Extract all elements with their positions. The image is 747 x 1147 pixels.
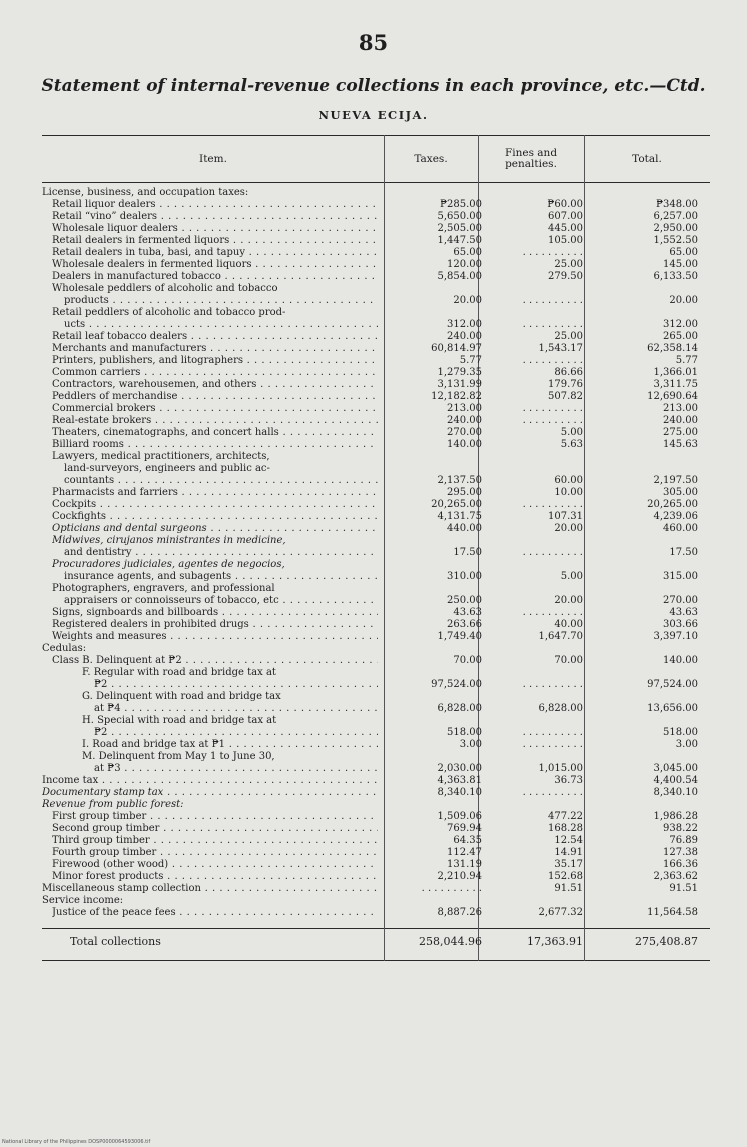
row-total: 518.00 (663, 727, 698, 738)
row-taxes: 131.19 (447, 859, 482, 870)
row-item: Opticians and dental surgeons . . . (52, 523, 378, 535)
table-row (42, 871, 710, 883)
row-item: Billiard rooms . . . (52, 439, 378, 451)
table-row (42, 319, 710, 331)
row-taxes: 65.00 (453, 247, 482, 258)
row-item: F. Regular with road and bridge tax at (82, 667, 276, 678)
row-total: 6,133.50 (653, 271, 698, 282)
table-row (42, 799, 710, 811)
row-taxes: 5,650.00 (437, 211, 482, 222)
row-fines: 12.54 (554, 835, 583, 846)
row-fines (497, 415, 583, 427)
row-total: 1,986.28 (653, 811, 698, 822)
row-fines: 1,647.70 (538, 631, 583, 642)
row-item: Retail dealers in tuba, basi, and tapuy . . . (52, 247, 378, 259)
row-taxes: 5,854.00 (437, 271, 482, 282)
row-item: Commercial brokers . . . (52, 403, 378, 415)
row-fines: 40.00 (554, 619, 583, 630)
row-item: Revenue from public forest: (42, 799, 184, 810)
table-row (42, 271, 710, 283)
row-fines: 60.00 (554, 475, 583, 486)
row-item: Retail leaf tobacco dealers . . . (52, 331, 378, 343)
row-item: Cockfights . . . (52, 511, 378, 523)
row-item: Photographers, engravers, and professional (52, 583, 275, 594)
row-fines: 179.76 (548, 379, 583, 390)
row-taxes: 213.00 (447, 403, 482, 414)
row-item: products . . . (64, 295, 378, 307)
table-row (42, 379, 710, 391)
table-row (42, 607, 710, 619)
table-row (42, 811, 710, 823)
row-total: 17.50 (669, 547, 698, 558)
row-total: ₱348.00 (655, 199, 698, 210)
row-fines: 20.00 (554, 523, 583, 534)
row-item: at ₱4 . . . (94, 703, 378, 715)
row-fines: 279.50 (548, 271, 583, 282)
row-taxes: 120.00 (447, 259, 482, 270)
row-total: 3,311.75 (653, 379, 698, 390)
table-row (42, 655, 710, 667)
row-item: H. Special with road and bridge tax at (82, 715, 277, 726)
row-total: 3,045.00 (653, 763, 698, 774)
table-row (42, 343, 710, 355)
row-fines: 107.31 (548, 511, 583, 522)
row-total: 315.00 (663, 571, 698, 582)
row-item: Firewood (other wood) . . . (52, 859, 378, 871)
row-taxes: 1,509.06 (437, 811, 482, 822)
row-total: 91.51 (669, 883, 698, 894)
row-taxes: 4,131.75 (437, 511, 482, 522)
row-taxes: 60,814.97 (431, 343, 482, 354)
row-total: 97,524.00 (647, 679, 698, 690)
row-taxes: 8,340.10 (437, 787, 482, 798)
table-row (42, 523, 710, 535)
row-item: insurance agents, and subagents . . . (64, 571, 378, 583)
row-item: Contractors, warehousemen, and others . . . (52, 379, 378, 391)
row-item: Lawyers, medical practitioners, architects, (52, 451, 270, 462)
row-item: Wholesale liquor dealers . . . (52, 223, 378, 235)
row-fines: 6,828.00 (538, 703, 583, 714)
row-fines (497, 355, 583, 367)
row-taxes: 312.00 (447, 319, 482, 330)
row-fines (497, 499, 583, 511)
row-fines: 25.00 (554, 331, 583, 342)
row-fines (497, 547, 583, 559)
table-row (42, 415, 710, 427)
row-item: ₱2 . . . (94, 679, 378, 691)
row-total: 145.63 (663, 439, 698, 450)
table-row (42, 199, 710, 211)
row-item: Pharmacists and farriers . . . (52, 487, 378, 499)
table-row (42, 367, 710, 379)
row-taxes: 263.66 (447, 619, 482, 630)
row-total: 240.00 (663, 415, 698, 426)
table-row (42, 559, 710, 571)
row-item: Dealers in manufactured tobacco . . . (52, 271, 378, 283)
row-total: 140.00 (663, 655, 698, 666)
row-fines: 5.63 (560, 439, 583, 450)
row-taxes: 2,210.94 (437, 871, 482, 882)
row-item: Retail liquor dealers . . . (52, 199, 378, 211)
row-taxes: 1,749.40 (437, 631, 482, 642)
row-fines: 477.22 (548, 811, 583, 822)
row-total: 20,265.00 (647, 499, 698, 510)
table-row (42, 787, 710, 799)
row-taxes (400, 883, 482, 895)
row-taxes: 20.00 (453, 295, 482, 306)
row-fines: 5.00 (560, 571, 583, 582)
row-item: Weights and measures . . . (52, 631, 378, 643)
table-row (42, 691, 710, 703)
row-taxes: 2,137.50 (437, 475, 482, 486)
row-fines (497, 247, 583, 259)
row-item: Wholesale peddlers of alcoholic and tobacco (52, 283, 278, 294)
row-taxes: 1,279.35 (437, 367, 482, 378)
row-taxes: 6,828.00 (437, 703, 482, 714)
row-taxes: 3,131.99 (437, 379, 482, 390)
row-fines: 14.91 (554, 847, 583, 858)
table-row (42, 859, 710, 871)
table-row (42, 391, 710, 403)
row-item: Signs, signboards and billboards . . . (52, 607, 378, 619)
table-row (42, 451, 710, 463)
row-item: G. Delinquent with road and bridge tax (82, 691, 281, 702)
row-fines (497, 319, 583, 331)
table-bottom-rule (42, 960, 710, 961)
row-fines (497, 679, 583, 691)
row-taxes: 310.00 (447, 571, 482, 582)
table-row (42, 703, 710, 715)
table-row (42, 883, 710, 895)
row-total: 265.00 (663, 331, 698, 342)
row-total: 43.63 (669, 607, 698, 618)
row-total: 13,656.00 (647, 703, 698, 714)
table-row (42, 283, 710, 295)
header-total: Total. (632, 152, 662, 165)
row-total: 8,340.10 (653, 787, 698, 798)
table-row (42, 247, 710, 259)
page-title: Statement of internal-revenue collections in each province, etc.—Ctd. (41, 76, 706, 96)
row-taxes: 17.50 (453, 547, 482, 558)
row-fines: ₱60.00 (547, 199, 583, 210)
row-taxes: 20,265.00 (431, 499, 482, 510)
table-row (42, 775, 710, 787)
table-row (42, 631, 710, 643)
row-item: Income tax . . . (42, 775, 378, 787)
row-fines: 445.00 (548, 223, 583, 234)
table-row (42, 439, 710, 451)
row-item: Justice of the peace fees . . . (52, 907, 378, 919)
row-taxes: 295.00 (447, 487, 482, 498)
row-item: Cockpits . . . (52, 499, 378, 511)
row-item: ₱2 . . . (94, 727, 378, 739)
row-item: I. Road and bridge tax at ₱1 . . . (82, 739, 378, 751)
table-row (42, 739, 710, 751)
row-fines: 507.82 (548, 391, 583, 402)
header-bottom-rule (42, 182, 710, 183)
row-fines (497, 295, 583, 307)
row-taxes: 43.63 (453, 607, 482, 618)
table-row (42, 895, 710, 907)
row-total: 1,366.01 (653, 367, 698, 378)
row-taxes: 240.00 (447, 415, 482, 426)
table-row (42, 427, 710, 439)
row-fines: 105.00 (548, 235, 583, 246)
row-total: 5.77 (675, 355, 698, 366)
row-item: Retail “vino” dealers . . . (52, 211, 378, 223)
row-fines: 2,677.32 (538, 907, 583, 918)
row-item: First group timber . . . (52, 811, 378, 823)
table-row (42, 751, 710, 763)
row-total: 4,239.06 (653, 511, 698, 522)
row-item: Real-estate brokers . . . (52, 415, 378, 427)
row-total: 2,950.00 (653, 223, 698, 234)
row-fines: 168.28 (548, 823, 583, 834)
row-taxes: 440.00 (447, 523, 482, 534)
row-fines (497, 739, 583, 751)
total-label: Total collections (70, 936, 161, 948)
row-taxes: 70.00 (453, 655, 482, 666)
row-fines (497, 403, 583, 415)
table-row (42, 475, 710, 487)
row-total: 270.00 (663, 595, 698, 606)
row-taxes: ₱285.00 (439, 199, 482, 210)
row-fines (497, 607, 583, 619)
row-item: Second group timber . . . (52, 823, 378, 835)
table-row (42, 727, 710, 739)
table-row (42, 535, 710, 547)
row-item: appraisers or connoisseurs of tobacco, etc . . . (64, 595, 378, 607)
row-item: Printers, publishers, and litographers . . . (52, 355, 378, 367)
table-row (42, 907, 710, 919)
table-row (42, 187, 710, 199)
row-taxes: 2,030.00 (437, 763, 482, 774)
row-total: 145.00 (663, 259, 698, 270)
row-fines: 91.51 (554, 883, 583, 894)
row-total: 275.00 (663, 427, 698, 438)
scan-footer: National Library of the Philippines DOSP0000064593006.tif (2, 1139, 151, 1145)
table-row (42, 463, 710, 475)
total-total: 275,408.87 (635, 935, 698, 948)
table-row (42, 307, 710, 319)
row-total: 1,552.50 (653, 235, 698, 246)
table-row (42, 295, 710, 307)
row-total: 305.00 (663, 487, 698, 498)
row-item: Midwives, cirujanos ministrantes in medicine, (52, 535, 286, 546)
row-item: License, business, and occupation taxes: (42, 187, 249, 198)
row-fines: 607.00 (548, 211, 583, 222)
header-fines: Fines and penalties. (504, 147, 558, 170)
row-fines: 152.68 (548, 871, 583, 882)
row-taxes: 2,505.00 (437, 223, 482, 234)
row-total: 2,197.50 (653, 475, 698, 486)
row-total: 11,564.58 (647, 907, 698, 918)
row-total: 3.00 (675, 739, 698, 750)
row-fines (497, 787, 583, 799)
row-item: Merchants and manufacturers . . . (52, 343, 378, 355)
row-item: M. Delinquent from May 1 to June 30, (82, 751, 275, 762)
table-row (42, 823, 710, 835)
total-taxes: 258,044.96 (419, 935, 482, 948)
table-row (42, 595, 710, 607)
table-row (42, 331, 710, 343)
row-item: land-surveyors, engineers and public ac- (64, 463, 270, 474)
row-item: Peddlers of merchandise . . . (52, 391, 378, 403)
row-item: Retail peddlers of alcoholic and tobacco prod- (52, 307, 286, 318)
row-fines: 25.00 (554, 259, 583, 270)
row-total: 76.89 (669, 835, 698, 846)
row-taxes: 769.94 (447, 823, 482, 834)
row-fines: 1,015.00 (538, 763, 583, 774)
row-total: 460.00 (663, 523, 698, 534)
table-row (42, 355, 710, 367)
header-taxes: Taxes. (414, 152, 448, 165)
row-fines: 86.66 (554, 367, 583, 378)
table-row (42, 511, 710, 523)
row-fines: 35.17 (554, 859, 583, 870)
row-taxes: 64.35 (453, 835, 482, 846)
row-total: 6,257.00 (653, 211, 698, 222)
row-total: 127.38 (663, 847, 698, 858)
row-item: Cedulas: (42, 643, 87, 654)
row-taxes: 3.00 (459, 739, 482, 750)
table-row (42, 211, 710, 223)
table-row (42, 547, 710, 559)
row-item: Miscellaneous stamp collection . . . (42, 883, 378, 895)
row-total: 20.00 (669, 295, 698, 306)
row-taxes: 1,447.50 (437, 235, 482, 246)
table-row (42, 571, 710, 583)
row-total: 62,358.14 (647, 343, 698, 354)
row-total: 312.00 (663, 319, 698, 330)
table-row (42, 763, 710, 775)
total-fines: 17,363.91 (527, 935, 583, 948)
row-item: Documentary stamp tax . . . (42, 787, 378, 799)
table-row (42, 583, 710, 595)
row-fines: 20.00 (554, 595, 583, 606)
row-total: 12,690.64 (647, 391, 698, 402)
table-row (42, 835, 710, 847)
row-item: Common carriers . . . (52, 367, 378, 379)
row-total: 4,400.54 (653, 775, 698, 786)
row-item: and dentistry . . . (64, 547, 378, 559)
row-taxes: 240.00 (447, 331, 482, 342)
row-item: ucts . . . (64, 319, 378, 331)
row-total: 2,363.62 (653, 871, 698, 882)
row-taxes: 250.00 (447, 595, 482, 606)
row-item: Fourth group timber . . . (52, 847, 378, 859)
row-taxes: 8,887.26 (437, 907, 482, 918)
row-total: 3,397.10 (653, 631, 698, 642)
table-row (42, 847, 710, 859)
row-taxes: 97,524.00 (431, 679, 482, 690)
row-item: Retail dealers in fermented liquors . . . (52, 235, 378, 247)
row-total: 166.36 (663, 859, 698, 870)
row-item: at ₱3 . . . (94, 763, 378, 775)
row-item: Wholesale dealers in fermented liquors . . . (52, 259, 378, 271)
total-top-rule (42, 928, 710, 929)
table-row (42, 643, 710, 655)
row-fines: 70.00 (554, 655, 583, 666)
row-item: Minor forest products . . . (52, 871, 378, 883)
row-taxes: 270.00 (447, 427, 482, 438)
row-fines: 5.00 (560, 427, 583, 438)
row-item: Theaters, cinematographs, and concert halls . . . (52, 427, 378, 439)
page-number: 85 (358, 30, 389, 55)
row-taxes: 518.00 (447, 727, 482, 738)
table-row (42, 235, 710, 247)
table-row (42, 715, 710, 727)
row-taxes: 112.47 (447, 847, 482, 858)
table-row (42, 223, 710, 235)
row-taxes: 5.77 (459, 355, 482, 366)
province-subtitle: NUEVA ECIJA. (318, 108, 429, 122)
table-row (42, 619, 710, 631)
row-item: countants . . . (64, 475, 378, 487)
row-item: Procuradores judiciales, agentes de negocios, (52, 559, 285, 570)
row-total: 213.00 (663, 403, 698, 414)
table-row (42, 679, 710, 691)
row-total: 303.66 (663, 619, 698, 630)
row-fines: 36.73 (554, 775, 583, 786)
row-fines: 10.00 (554, 487, 583, 498)
row-taxes: 12,182.82 (431, 391, 482, 402)
row-item: Third group timber . . . (52, 835, 378, 847)
total-row (42, 936, 710, 948)
row-item: Class B. Delinquent at ₱2 . . . (52, 655, 378, 667)
header-item: Item. (199, 152, 227, 165)
row-fines (497, 727, 583, 739)
row-item: Service income: (42, 895, 124, 906)
row-total: 65.00 (669, 247, 698, 258)
table-row (42, 667, 710, 679)
table-row (42, 487, 710, 499)
row-taxes: 140.00 (447, 439, 482, 450)
table-row (42, 259, 710, 271)
table-row (42, 499, 710, 511)
row-item: Registered dealers in prohibited drugs . . . (52, 619, 378, 631)
table-row (42, 403, 710, 415)
row-taxes: 4,363.81 (437, 775, 482, 786)
row-fines: 1,543.17 (538, 343, 583, 354)
row-total: 938.22 (663, 823, 698, 834)
